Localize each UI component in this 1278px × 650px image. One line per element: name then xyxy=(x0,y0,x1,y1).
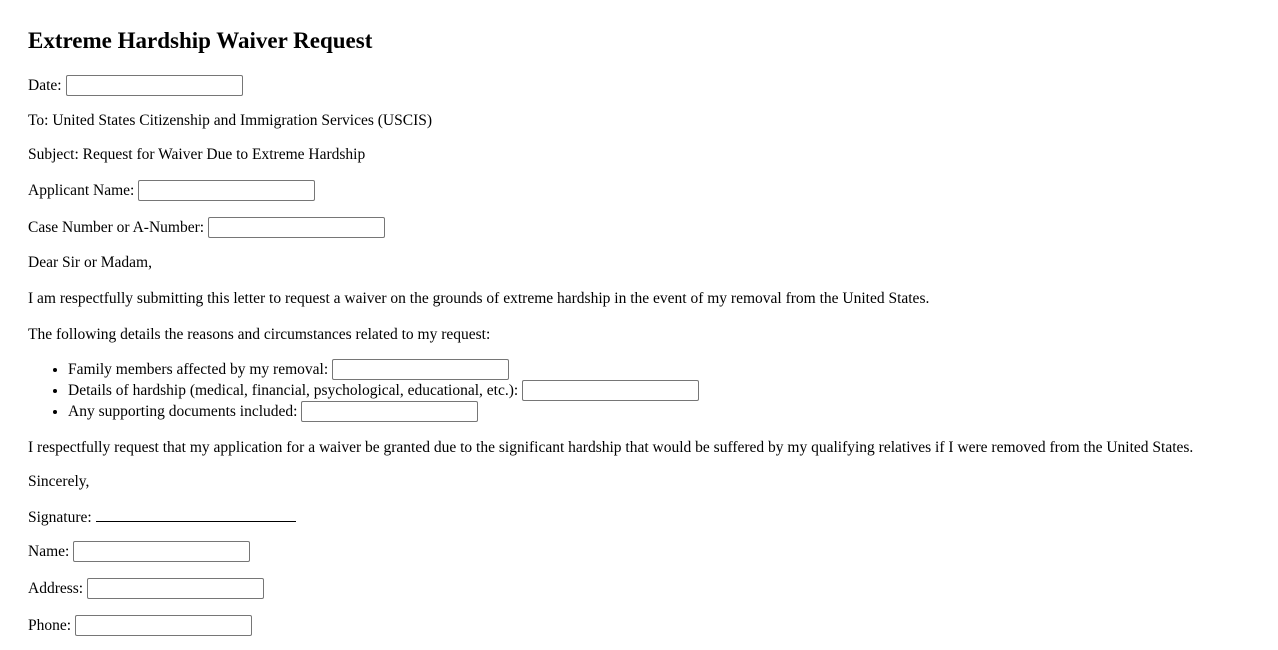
name-input[interactable] xyxy=(73,541,250,562)
request-paragraph: I respectfully request that my application for a waiver be granted due to the significant hardship that would be suffered by my qualifying relatives if I were removed from the United States. xyxy=(28,439,1194,456)
phone-row xyxy=(28,616,252,637)
case-number-input[interactable] xyxy=(208,217,385,238)
intro-paragraph: I am respectfully submitting this letter to request a waiver on the grounds of extreme hardship in the event of my removal from the United States. xyxy=(28,290,930,307)
applicant-name-row xyxy=(28,181,315,202)
applicant-name-input[interactable] xyxy=(138,180,315,201)
address-row xyxy=(28,579,264,600)
date-row xyxy=(28,76,243,97)
name-label: Name: xyxy=(28,543,70,561)
date-label: Date: xyxy=(28,77,62,95)
signature-label: Signature: xyxy=(28,509,92,526)
family-members-label: Family members affected by my removal: xyxy=(68,361,329,378)
to-line: To: United States Citizenship and Immigration Services (USCIS) xyxy=(28,112,433,129)
signature-row xyxy=(28,507,296,527)
name-row xyxy=(28,542,250,563)
address-input[interactable] xyxy=(87,578,264,599)
phone-label: Phone: xyxy=(28,617,72,635)
phone-input[interactable] xyxy=(75,615,252,636)
applicant-name-label: Applicant Name: xyxy=(28,182,135,200)
list-item-family-members xyxy=(68,359,699,380)
details-intro: The following details the reasons and circumstances related to my request: xyxy=(28,326,491,343)
signature-line xyxy=(96,507,296,522)
supporting-documents-label: Any supporting documents included: xyxy=(68,403,298,420)
closing: Sincerely, xyxy=(28,473,90,490)
address-label: Address: xyxy=(28,580,84,598)
salutation: Dear Sir or Madam, xyxy=(28,254,152,271)
supporting-documents-input[interactable] xyxy=(301,401,478,422)
list-item-hardship-details xyxy=(68,380,699,401)
page-title: Extreme Hardship Waiver Request xyxy=(28,28,373,53)
case-number-label: Case Number or A-Number: xyxy=(28,219,205,237)
date-input[interactable] xyxy=(66,75,243,96)
hardship-details-input[interactable] xyxy=(522,380,699,401)
subject-line: Subject: Request for Waiver Due to Extreme Hardship xyxy=(28,146,366,163)
list-item-supporting-documents xyxy=(68,401,699,422)
reasons-list xyxy=(28,359,699,422)
hardship-details-label: Details of hardship (medical, financial, psychological, educational, etc.): xyxy=(68,382,519,399)
family-members-input[interactable] xyxy=(332,359,509,380)
case-number-row xyxy=(28,218,385,239)
